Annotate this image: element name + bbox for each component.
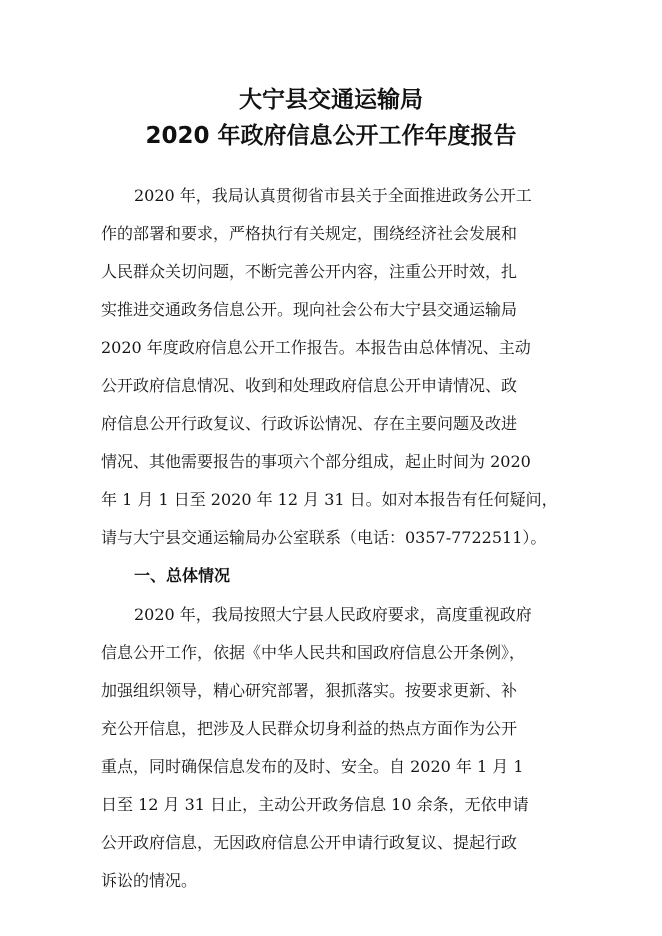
intro-paragraph-line: 公开政府信息情况、收到和处理政府信息公开申请情况、政: [101, 376, 518, 395]
section1-paragraph-line: 重点，同时确保信息发布的及时、安全。自 2020 年 1 月 1: [101, 757, 524, 776]
intro-paragraph-line: 府信息公开行政复议、行政诉讼情况、存在主要问题及改进: [101, 414, 518, 433]
section-heading-overview: 一、总体情况: [134, 566, 231, 585]
document-title-line2: 2020 年政府信息公开工作年度报告: [145, 123, 517, 149]
intro-paragraph-line: 2020 年，我局认真贯彻省市县关于全面推进政务公开工: [134, 186, 532, 205]
intro-paragraph-line: 作的部署和要求，严格执行有关规定，围绕经济社会发展和: [101, 224, 518, 243]
section1-paragraph-line: 信息公开工作，依据《中华人民共和国政府信息公开条例》，: [101, 643, 526, 662]
section1-paragraph-line: 2020 年，我局按照大宁县人民政府要求，高度重视政府: [134, 605, 532, 624]
intro-paragraph-line: 年 1 月 1 日至 2020 年 12 月 31 日。如对本报告有任何疑问，: [101, 490, 558, 509]
section1-paragraph-line: 诉讼的情况。: [101, 871, 198, 890]
intro-paragraph-line: 情况、其他需要报告的事项六个部分组成，起止时间为 2020: [101, 452, 531, 471]
intro-paragraph-line: 人民群众关切问题，不断完善公开内容，注重公开时效，扎: [101, 262, 518, 281]
intro-paragraph-line: 2020 年度政府信息公开工作报告。本报告由总体情况、主动: [101, 338, 531, 357]
section1-paragraph-line: 日至 12 月 31 日止，主动公开政务信息 10 余条，无依申请: [101, 795, 529, 814]
intro-paragraph-line: 请与大宁县交通运输局办公室联系（电话：0357-7722511）。: [101, 528, 547, 547]
section1-paragraph-line: 加强组织领导，精心研究部署，狠抓落实。按要求更新、补: [101, 681, 518, 700]
intro-paragraph-line: 实推进交通政务信息公开。现向社会公布大宁县交通运输局: [101, 300, 518, 319]
section1-paragraph-line: 公开政府信息，无因政府信息公开申请行政复议、提起行政: [101, 833, 518, 852]
document-title-line1: 大宁县交通运输局: [239, 87, 423, 113]
section1-paragraph-line: 充公开信息，把涉及人民群众切身利益的热点方面作为公开: [101, 719, 518, 738]
